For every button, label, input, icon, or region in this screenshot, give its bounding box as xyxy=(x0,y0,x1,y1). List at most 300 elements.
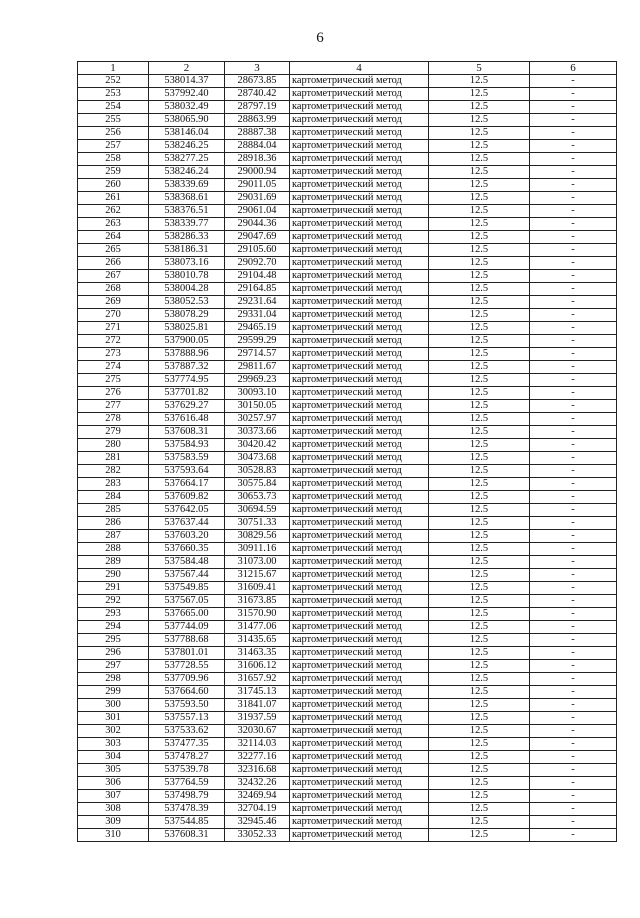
table-row xyxy=(78,166,617,179)
y-coordinate-cell: 30751.33 xyxy=(225,517,290,530)
x-coordinate-cell: 537764.59 xyxy=(149,777,225,790)
note-cell: - xyxy=(530,764,617,777)
column-header-6: 6 xyxy=(530,62,617,75)
y-coordinate-cell: 29104.48 xyxy=(225,270,290,283)
method-cell: картометрический метод xyxy=(290,660,429,673)
table-body xyxy=(78,75,617,842)
x-coordinate-cell: 538146.04 xyxy=(149,127,225,140)
note-cell: - xyxy=(530,205,617,218)
point-number-cell: 298 xyxy=(78,673,149,686)
y-coordinate-cell: 32114.03 xyxy=(225,738,290,751)
y-coordinate-cell: 30150.05 xyxy=(225,400,290,413)
table-row xyxy=(78,114,617,127)
method-cell: картометрический метод xyxy=(290,179,429,192)
x-coordinate-cell: 537701.82 xyxy=(149,387,225,400)
x-coordinate-cell: 537608.31 xyxy=(149,426,225,439)
method-cell: картометрический метод xyxy=(290,348,429,361)
note-cell: - xyxy=(530,244,617,257)
x-coordinate-cell: 537660.35 xyxy=(149,543,225,556)
method-cell: картометрический метод xyxy=(290,361,429,374)
point-number-cell: 300 xyxy=(78,699,149,712)
table-row xyxy=(78,101,617,114)
y-coordinate-cell: 31745.13 xyxy=(225,686,290,699)
method-cell: картометрический метод xyxy=(290,465,429,478)
x-coordinate-cell: 537584.93 xyxy=(149,439,225,452)
y-coordinate-cell: 30528.83 xyxy=(225,465,290,478)
method-cell: картометрический метод xyxy=(290,738,429,751)
accuracy-cell: 12.5 xyxy=(429,335,530,348)
table-row xyxy=(78,218,617,231)
note-cell: - xyxy=(530,270,617,283)
table-row xyxy=(78,751,617,764)
column-header-5: 5 xyxy=(429,62,530,75)
point-number-cell: 274 xyxy=(78,361,149,374)
x-coordinate-cell: 537992.40 xyxy=(149,88,225,101)
method-cell: картометрический метод xyxy=(290,790,429,803)
point-number-cell: 279 xyxy=(78,426,149,439)
x-coordinate-cell: 537567.05 xyxy=(149,595,225,608)
accuracy-cell: 12.5 xyxy=(429,829,530,842)
method-cell: картометрический метод xyxy=(290,543,429,556)
table-header-row xyxy=(78,62,617,75)
y-coordinate-cell: 29092.70 xyxy=(225,257,290,270)
point-number-cell: 275 xyxy=(78,374,149,387)
method-cell: картометрический метод xyxy=(290,569,429,582)
table-row xyxy=(78,374,617,387)
accuracy-cell: 12.5 xyxy=(429,595,530,608)
note-cell: - xyxy=(530,335,617,348)
y-coordinate-cell: 30473.68 xyxy=(225,452,290,465)
point-number-cell: 253 xyxy=(78,88,149,101)
table-row xyxy=(78,829,617,842)
method-cell: картометрический метод xyxy=(290,595,429,608)
x-coordinate-cell: 537584.48 xyxy=(149,556,225,569)
x-coordinate-cell: 537774.95 xyxy=(149,374,225,387)
point-number-cell: 278 xyxy=(78,413,149,426)
note-cell: - xyxy=(530,777,617,790)
y-coordinate-cell: 30694.59 xyxy=(225,504,290,517)
method-cell: картометрический метод xyxy=(290,257,429,270)
point-number-cell: 302 xyxy=(78,725,149,738)
accuracy-cell: 12.5 xyxy=(429,764,530,777)
note-cell: - xyxy=(530,179,617,192)
method-cell: картометрический метод xyxy=(290,231,429,244)
method-cell: картометрический метод xyxy=(290,478,429,491)
y-coordinate-cell: 32945.46 xyxy=(225,816,290,829)
table-row xyxy=(78,777,617,790)
x-coordinate-cell: 538277.25 xyxy=(149,153,225,166)
note-cell: - xyxy=(530,686,617,699)
x-coordinate-cell: 537609.82 xyxy=(149,491,225,504)
point-number-cell: 273 xyxy=(78,348,149,361)
note-cell: - xyxy=(530,387,617,400)
x-coordinate-cell: 538052.53 xyxy=(149,296,225,309)
point-number-cell: 252 xyxy=(78,75,149,88)
point-number-cell: 276 xyxy=(78,387,149,400)
table-row xyxy=(78,283,617,296)
method-cell: картометрический метод xyxy=(290,218,429,231)
x-coordinate-cell: 537593.50 xyxy=(149,699,225,712)
table-row xyxy=(78,452,617,465)
table-row xyxy=(78,803,617,816)
table-row xyxy=(78,361,617,374)
table-row xyxy=(78,491,617,504)
table-row xyxy=(78,309,617,322)
x-coordinate-cell: 537533.62 xyxy=(149,725,225,738)
accuracy-cell: 12.5 xyxy=(429,296,530,309)
note-cell: - xyxy=(530,595,617,608)
y-coordinate-cell: 29011.05 xyxy=(225,179,290,192)
point-number-cell: 277 xyxy=(78,400,149,413)
method-cell: картометрический метод xyxy=(290,101,429,114)
point-number-cell: 284 xyxy=(78,491,149,504)
method-cell: картометрический метод xyxy=(290,88,429,101)
x-coordinate-cell: 538339.77 xyxy=(149,218,225,231)
accuracy-cell: 12.5 xyxy=(429,751,530,764)
table-row xyxy=(78,634,617,647)
table-row xyxy=(78,153,617,166)
accuracy-cell: 12.5 xyxy=(429,400,530,413)
x-coordinate-cell: 537567.44 xyxy=(149,569,225,582)
table-row xyxy=(78,660,617,673)
y-coordinate-cell: 28887.38 xyxy=(225,127,290,140)
point-number-cell: 304 xyxy=(78,751,149,764)
accuracy-cell: 12.5 xyxy=(429,569,530,582)
x-coordinate-cell: 537788.68 xyxy=(149,634,225,647)
accuracy-cell: 12.5 xyxy=(429,491,530,504)
x-coordinate-cell: 537603.20 xyxy=(149,530,225,543)
accuracy-cell: 12.5 xyxy=(429,634,530,647)
y-coordinate-cell: 30093.10 xyxy=(225,387,290,400)
y-coordinate-cell: 31215.67 xyxy=(225,569,290,582)
y-coordinate-cell: 29000.94 xyxy=(225,166,290,179)
table-row xyxy=(78,790,617,803)
y-coordinate-cell: 32704.19 xyxy=(225,803,290,816)
note-cell: - xyxy=(530,543,617,556)
table-row xyxy=(78,725,617,738)
y-coordinate-cell: 30373.66 xyxy=(225,426,290,439)
y-coordinate-cell: 33052.33 xyxy=(225,829,290,842)
x-coordinate-cell: 537608.31 xyxy=(149,829,225,842)
table-row xyxy=(78,179,617,192)
accuracy-cell: 12.5 xyxy=(429,517,530,530)
accuracy-cell: 12.5 xyxy=(429,283,530,296)
accuracy-cell: 12.5 xyxy=(429,712,530,725)
note-cell: - xyxy=(530,751,617,764)
note-cell: - xyxy=(530,101,617,114)
x-coordinate-cell: 537539.78 xyxy=(149,764,225,777)
table-row xyxy=(78,192,617,205)
point-number-cell: 291 xyxy=(78,582,149,595)
note-cell: - xyxy=(530,738,617,751)
table-row xyxy=(78,140,617,153)
table-row xyxy=(78,465,617,478)
table-row xyxy=(78,257,617,270)
y-coordinate-cell: 29164.85 xyxy=(225,283,290,296)
method-cell: картометрический метод xyxy=(290,387,429,400)
x-coordinate-cell: 538186.31 xyxy=(149,244,225,257)
method-cell: картометрический метод xyxy=(290,751,429,764)
method-cell: картометрический метод xyxy=(290,491,429,504)
x-coordinate-cell: 537642.05 xyxy=(149,504,225,517)
method-cell: картометрический метод xyxy=(290,452,429,465)
note-cell: - xyxy=(530,452,617,465)
x-coordinate-cell: 538025.81 xyxy=(149,322,225,335)
accuracy-cell: 12.5 xyxy=(429,101,530,114)
point-number-cell: 288 xyxy=(78,543,149,556)
table-row xyxy=(78,504,617,517)
point-number-cell: 296 xyxy=(78,647,149,660)
point-number-cell: 306 xyxy=(78,777,149,790)
method-cell: картометрический метод xyxy=(290,621,429,634)
accuracy-cell: 12.5 xyxy=(429,387,530,400)
y-coordinate-cell: 30829.56 xyxy=(225,530,290,543)
accuracy-cell: 12.5 xyxy=(429,543,530,556)
table-row xyxy=(78,205,617,218)
x-coordinate-cell: 537801.01 xyxy=(149,647,225,660)
note-cell: - xyxy=(530,114,617,127)
y-coordinate-cell: 28797.19 xyxy=(225,101,290,114)
note-cell: - xyxy=(530,231,617,244)
method-cell: картометрический метод xyxy=(290,647,429,660)
accuracy-cell: 12.5 xyxy=(429,803,530,816)
point-number-cell: 305 xyxy=(78,764,149,777)
method-cell: картометрический метод xyxy=(290,140,429,153)
accuracy-cell: 12.5 xyxy=(429,504,530,517)
y-coordinate-cell: 29047.69 xyxy=(225,231,290,244)
method-cell: картометрический метод xyxy=(290,270,429,283)
table-row xyxy=(78,621,617,634)
y-coordinate-cell: 29714.57 xyxy=(225,348,290,361)
y-coordinate-cell: 31657.92 xyxy=(225,673,290,686)
table-row xyxy=(78,608,617,621)
accuracy-cell: 12.5 xyxy=(429,621,530,634)
note-cell: - xyxy=(530,140,617,153)
y-coordinate-cell: 29105.60 xyxy=(225,244,290,257)
table-row xyxy=(78,530,617,543)
note-cell: - xyxy=(530,426,617,439)
note-cell: - xyxy=(530,439,617,452)
x-coordinate-cell: 537664.17 xyxy=(149,478,225,491)
x-coordinate-cell: 537887.32 xyxy=(149,361,225,374)
x-coordinate-cell: 537629.27 xyxy=(149,400,225,413)
y-coordinate-cell: 31606.12 xyxy=(225,660,290,673)
y-coordinate-cell: 30653.73 xyxy=(225,491,290,504)
x-coordinate-cell: 538010.78 xyxy=(149,270,225,283)
point-number-cell: 283 xyxy=(78,478,149,491)
note-cell: - xyxy=(530,504,617,517)
table-row xyxy=(78,478,617,491)
note-cell: - xyxy=(530,478,617,491)
method-cell: картометрический метод xyxy=(290,114,429,127)
x-coordinate-cell: 537709.96 xyxy=(149,673,225,686)
x-coordinate-cell: 538032.49 xyxy=(149,101,225,114)
accuracy-cell: 12.5 xyxy=(429,608,530,621)
accuracy-cell: 12.5 xyxy=(429,790,530,803)
note-cell: - xyxy=(530,673,617,686)
note-cell: - xyxy=(530,530,617,543)
point-number-cell: 303 xyxy=(78,738,149,751)
x-coordinate-cell: 537665.00 xyxy=(149,608,225,621)
point-number-cell: 297 xyxy=(78,660,149,673)
accuracy-cell: 12.5 xyxy=(429,231,530,244)
x-coordinate-cell: 538078.29 xyxy=(149,309,225,322)
y-coordinate-cell: 30257.97 xyxy=(225,413,290,426)
note-cell: - xyxy=(530,361,617,374)
y-coordinate-cell: 29031.69 xyxy=(225,192,290,205)
accuracy-cell: 12.5 xyxy=(429,192,530,205)
accuracy-cell: 12.5 xyxy=(429,725,530,738)
table-row xyxy=(78,712,617,725)
point-number-cell: 286 xyxy=(78,517,149,530)
x-coordinate-cell: 538286.33 xyxy=(149,231,225,244)
method-cell: картометрический метод xyxy=(290,413,429,426)
y-coordinate-cell: 30911.16 xyxy=(225,543,290,556)
note-cell: - xyxy=(530,660,617,673)
note-cell: - xyxy=(530,322,617,335)
x-coordinate-cell: 538246.25 xyxy=(149,140,225,153)
table-row xyxy=(78,426,617,439)
accuracy-cell: 12.5 xyxy=(429,426,530,439)
note-cell: - xyxy=(530,699,617,712)
method-cell: картометрический метод xyxy=(290,153,429,166)
y-coordinate-cell: 31673.85 xyxy=(225,595,290,608)
x-coordinate-cell: 537616.48 xyxy=(149,413,225,426)
method-cell: картометрический метод xyxy=(290,400,429,413)
accuracy-cell: 12.5 xyxy=(429,75,530,88)
point-number-cell: 261 xyxy=(78,192,149,205)
point-number-cell: 267 xyxy=(78,270,149,283)
method-cell: картометрический метод xyxy=(290,712,429,725)
y-coordinate-cell: 31841.07 xyxy=(225,699,290,712)
point-number-cell: 254 xyxy=(78,101,149,114)
accuracy-cell: 12.5 xyxy=(429,413,530,426)
table-row xyxy=(78,231,617,244)
note-cell: - xyxy=(530,75,617,88)
y-coordinate-cell: 31463.35 xyxy=(225,647,290,660)
y-coordinate-cell: 28863.99 xyxy=(225,114,290,127)
note-cell: - xyxy=(530,465,617,478)
note-cell: - xyxy=(530,517,617,530)
table-row xyxy=(78,543,617,556)
note-cell: - xyxy=(530,192,617,205)
note-cell: - xyxy=(530,816,617,829)
x-coordinate-cell: 537664.60 xyxy=(149,686,225,699)
method-cell: картометрический метод xyxy=(290,816,429,829)
method-cell: картометрический метод xyxy=(290,673,429,686)
point-number-cell: 255 xyxy=(78,114,149,127)
y-coordinate-cell: 32469.94 xyxy=(225,790,290,803)
y-coordinate-cell: 31937.59 xyxy=(225,712,290,725)
y-coordinate-cell: 30575.84 xyxy=(225,478,290,491)
y-coordinate-cell: 29969.23 xyxy=(225,374,290,387)
column-header-1: 1 xyxy=(78,62,149,75)
y-coordinate-cell: 32432.26 xyxy=(225,777,290,790)
note-cell: - xyxy=(530,725,617,738)
y-coordinate-cell: 31435.65 xyxy=(225,634,290,647)
accuracy-cell: 12.5 xyxy=(429,465,530,478)
note-cell: - xyxy=(530,491,617,504)
y-coordinate-cell: 31477.06 xyxy=(225,621,290,634)
accuracy-cell: 12.5 xyxy=(429,179,530,192)
note-cell: - xyxy=(530,88,617,101)
point-number-cell: 269 xyxy=(78,296,149,309)
method-cell: картометрический метод xyxy=(290,608,429,621)
note-cell: - xyxy=(530,127,617,140)
page-number: 6 xyxy=(316,30,324,46)
point-number-cell: 281 xyxy=(78,452,149,465)
y-coordinate-cell: 32277.16 xyxy=(225,751,290,764)
x-coordinate-cell: 537900.05 xyxy=(149,335,225,348)
method-cell: картометрический метод xyxy=(290,764,429,777)
x-coordinate-cell: 537583.59 xyxy=(149,452,225,465)
x-coordinate-cell: 537593.64 xyxy=(149,465,225,478)
method-cell: картометрический метод xyxy=(290,556,429,569)
accuracy-cell: 12.5 xyxy=(429,556,530,569)
point-number-cell: 307 xyxy=(78,790,149,803)
x-coordinate-cell: 538376.51 xyxy=(149,205,225,218)
x-coordinate-cell: 537637.44 xyxy=(149,517,225,530)
x-coordinate-cell: 538004.28 xyxy=(149,283,225,296)
method-cell: картометрический метод xyxy=(290,699,429,712)
point-number-cell: 310 xyxy=(78,829,149,842)
table-row xyxy=(78,400,617,413)
note-cell: - xyxy=(530,348,617,361)
table-row xyxy=(78,127,617,140)
x-coordinate-cell: 538073.16 xyxy=(149,257,225,270)
note-cell: - xyxy=(530,569,617,582)
table-row xyxy=(78,244,617,257)
x-coordinate-cell: 537498.79 xyxy=(149,790,225,803)
y-coordinate-cell: 29331.04 xyxy=(225,309,290,322)
column-header-4: 4 xyxy=(290,62,429,75)
point-number-cell: 294 xyxy=(78,621,149,634)
point-number-cell: 271 xyxy=(78,322,149,335)
method-cell: картометрический метод xyxy=(290,530,429,543)
point-number-cell: 285 xyxy=(78,504,149,517)
x-coordinate-cell: 537478.39 xyxy=(149,803,225,816)
accuracy-cell: 12.5 xyxy=(429,309,530,322)
accuracy-cell: 12.5 xyxy=(429,582,530,595)
point-number-cell: 301 xyxy=(78,712,149,725)
method-cell: картометрический метод xyxy=(290,803,429,816)
method-cell: картометрический метод xyxy=(290,283,429,296)
column-header-3: 3 xyxy=(225,62,290,75)
x-coordinate-cell: 537477.35 xyxy=(149,738,225,751)
point-number-cell: 295 xyxy=(78,634,149,647)
table-row xyxy=(78,88,617,101)
table-row xyxy=(78,387,617,400)
table-row xyxy=(78,816,617,829)
point-number-cell: 258 xyxy=(78,153,149,166)
y-coordinate-cell: 28673.85 xyxy=(225,75,290,88)
x-coordinate-cell: 538065.90 xyxy=(149,114,225,127)
accuracy-cell: 12.5 xyxy=(429,673,530,686)
table-row xyxy=(78,738,617,751)
note-cell: - xyxy=(530,283,617,296)
method-cell: картометрический метод xyxy=(290,725,429,738)
method-cell: картометрический метод xyxy=(290,686,429,699)
table-row xyxy=(78,335,617,348)
table-row xyxy=(78,270,617,283)
note-cell: - xyxy=(530,218,617,231)
note-cell: - xyxy=(530,296,617,309)
accuracy-cell: 12.5 xyxy=(429,114,530,127)
method-cell: картометрический метод xyxy=(290,296,429,309)
method-cell: картометрический метод xyxy=(290,634,429,647)
table-row xyxy=(78,517,617,530)
note-cell: - xyxy=(530,257,617,270)
